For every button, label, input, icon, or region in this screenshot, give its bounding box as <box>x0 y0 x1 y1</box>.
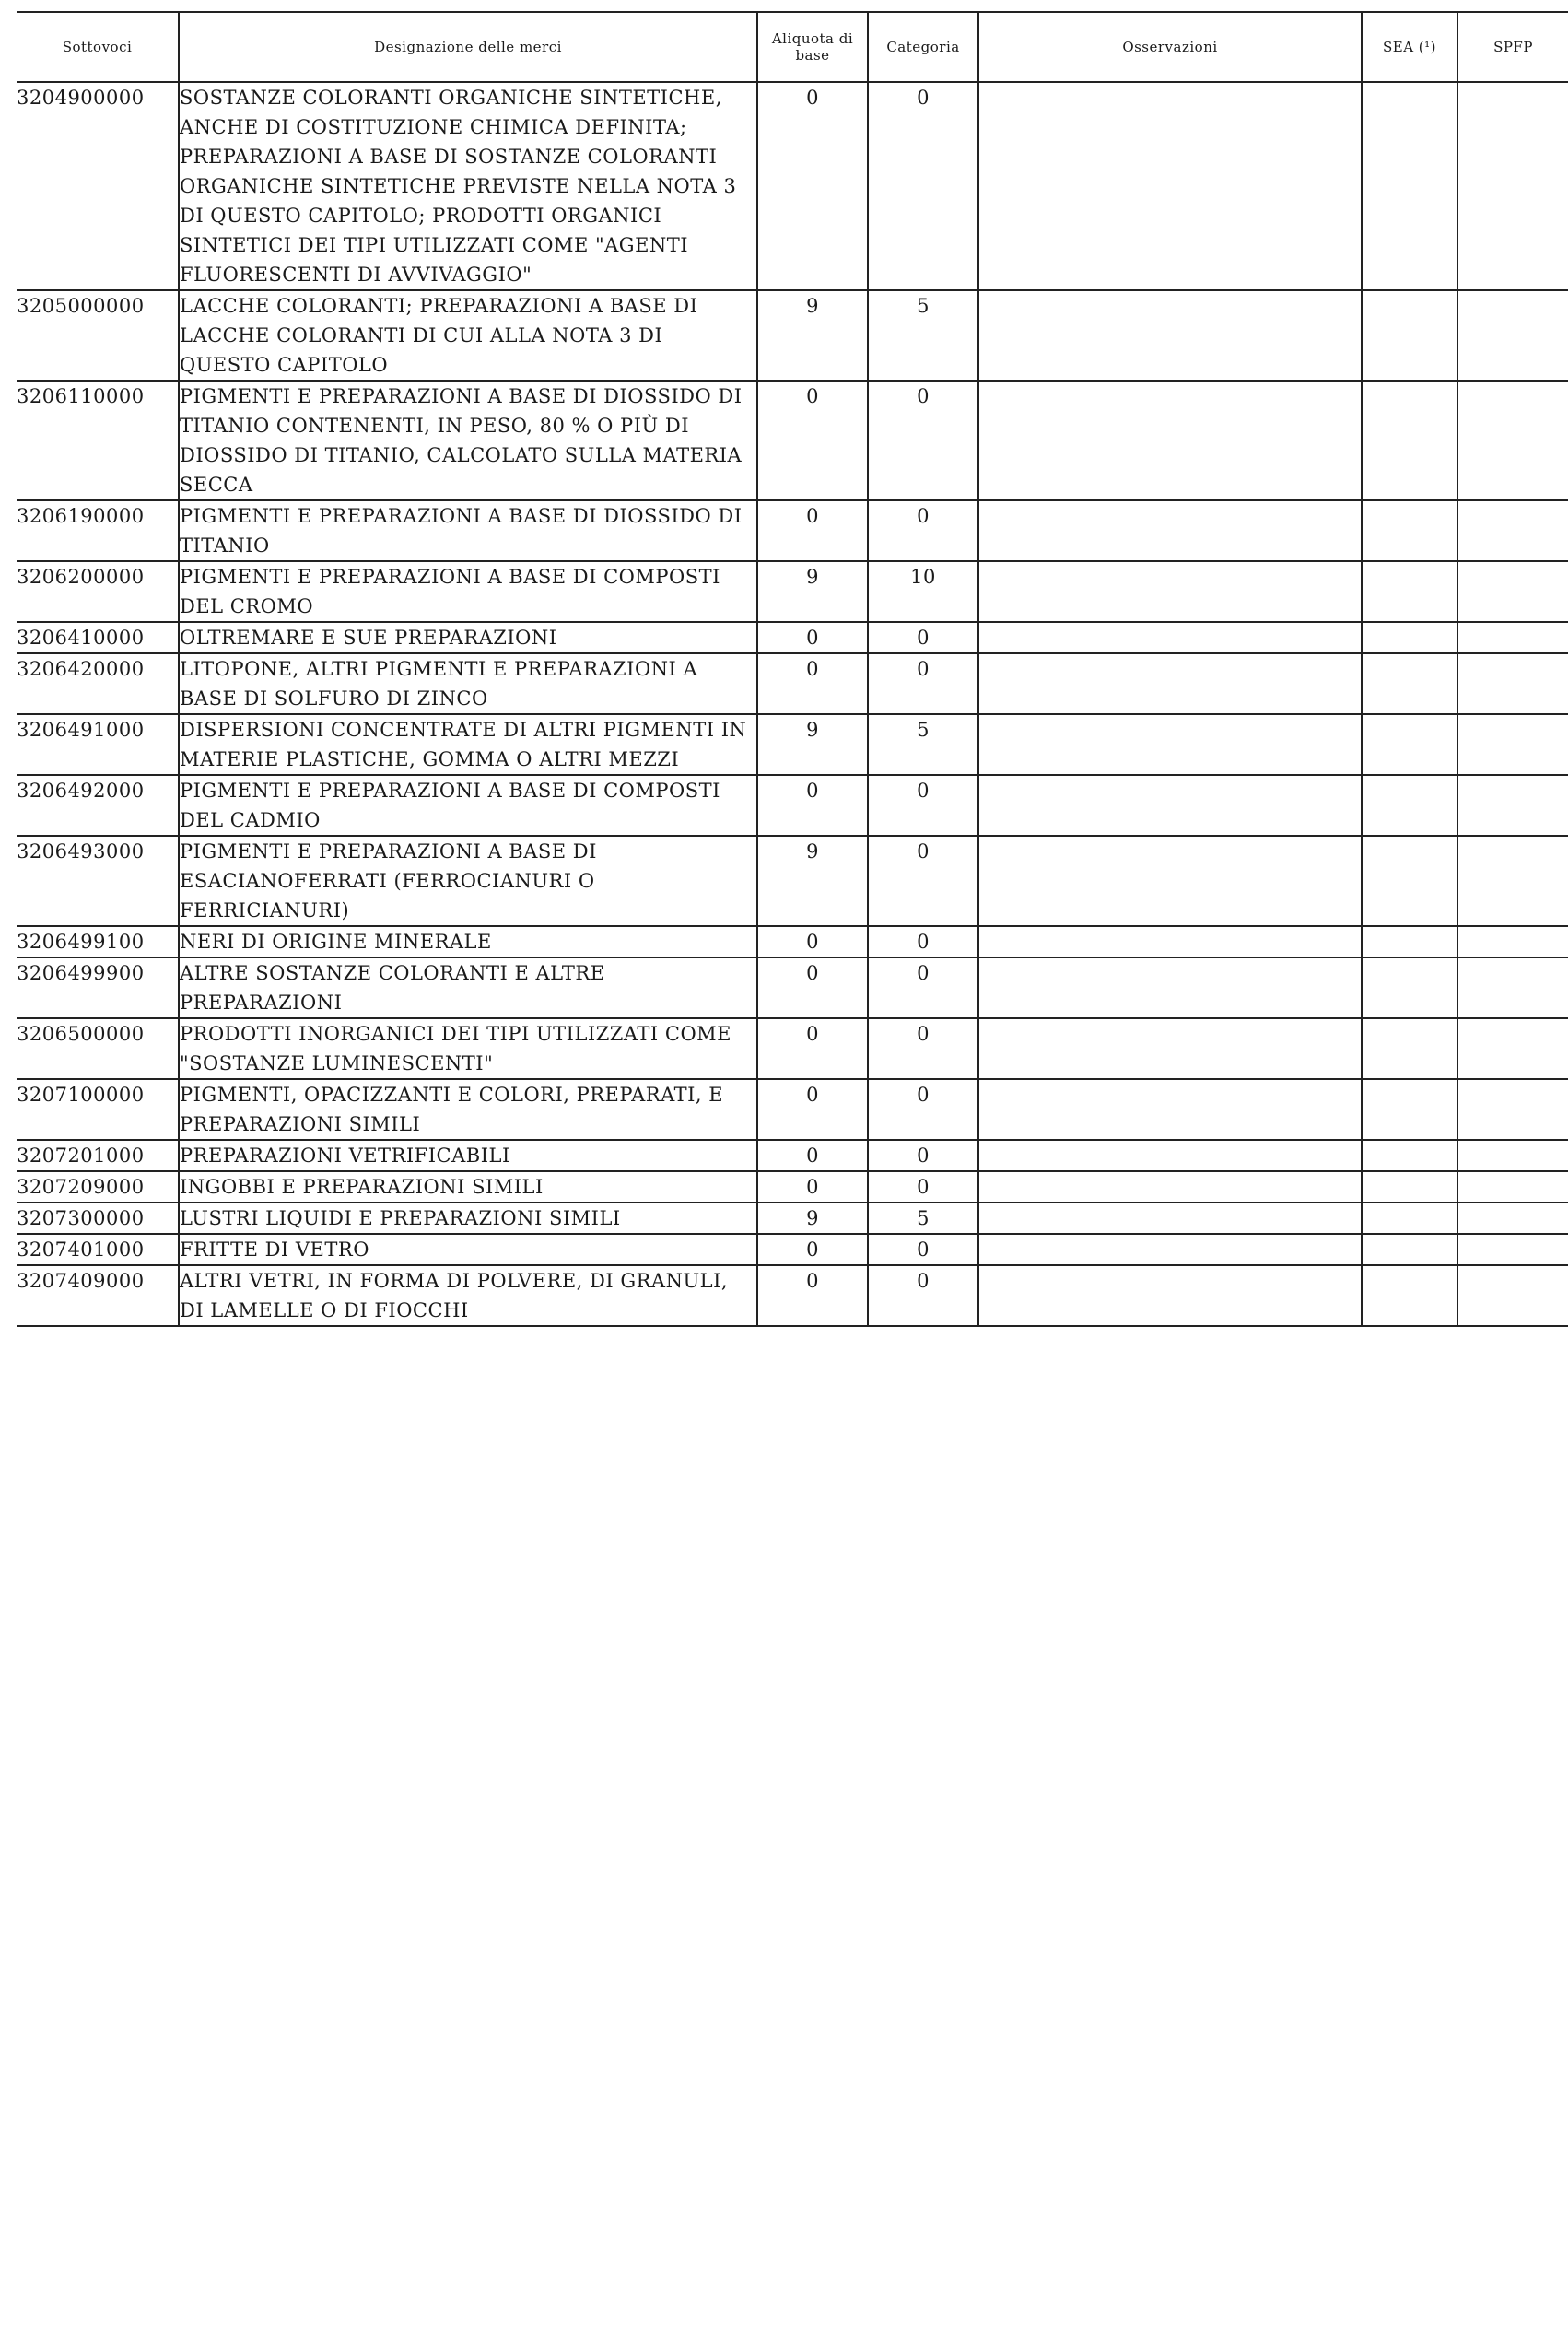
row-description: PIGMENTI E PREPARAZIONI A BASE DI COMPOSTI DEL CADMIO <box>179 775 757 836</box>
row-description: OLTREMARE E SUE PREPARAZIONI <box>179 622 757 653</box>
header-spfp: SPFP <box>1457 12 1568 82</box>
table-row <box>17 1140 1568 1171</box>
row-description: ALTRI VETRI, IN FORMA DI POLVERE, DI GRANULI, DI LAMELLE O DI FIOCCHI <box>179 1265 757 1326</box>
row-sea <box>1362 1018 1457 1079</box>
table-row <box>17 561 1568 622</box>
row-categoria: 5 <box>868 1203 978 1234</box>
row-aliquota: 9 <box>757 561 868 622</box>
row-sea <box>1362 622 1457 653</box>
row-spfp <box>1457 290 1568 381</box>
row-osservazioni <box>978 714 1362 775</box>
row-sea <box>1362 561 1457 622</box>
row-osservazioni <box>978 1234 1362 1265</box>
row-description: LACCHE COLORANTI; PREPARAZIONI A BASE DI LACCHE COLORANTI DI CUI ALLA NOTA 3 DI QUESTO CAPITOLO <box>179 290 757 381</box>
row-osservazioni <box>978 1018 1362 1079</box>
row-spfp <box>1457 500 1568 561</box>
row-code: 3206190000 <box>17 500 179 561</box>
row-code: 3205000000 <box>17 290 179 381</box>
table-row <box>17 290 1568 381</box>
row-spfp <box>1457 1265 1568 1326</box>
row-categoria: 0 <box>868 82 978 290</box>
row-osservazioni <box>978 775 1362 836</box>
table-row <box>17 957 1568 1018</box>
row-categoria: 0 <box>868 1265 978 1326</box>
row-code: 3206499100 <box>17 926 179 957</box>
row-spfp <box>1457 1140 1568 1171</box>
row-categoria: 0 <box>868 1079 978 1140</box>
row-aliquota: 0 <box>757 653 868 714</box>
row-aliquota: 9 <box>757 290 868 381</box>
row-code: 3207209000 <box>17 1171 179 1203</box>
row-aliquota: 9 <box>757 1203 868 1234</box>
row-spfp <box>1457 836 1568 926</box>
row-code: 3206500000 <box>17 1018 179 1079</box>
row-osservazioni <box>978 561 1362 622</box>
table-row <box>17 836 1568 926</box>
row-sea <box>1362 1234 1457 1265</box>
row-osservazioni <box>978 836 1362 926</box>
row-sea <box>1362 500 1457 561</box>
header-sottovoci: Sottovoci <box>17 12 179 82</box>
row-osservazioni <box>978 500 1362 561</box>
row-code: 3206491000 <box>17 714 179 775</box>
row-sea <box>1362 653 1457 714</box>
row-categoria: 0 <box>868 622 978 653</box>
row-sea <box>1362 926 1457 957</box>
row-code: 3206110000 <box>17 381 179 500</box>
row-categoria: 5 <box>868 290 978 381</box>
row-spfp <box>1457 775 1568 836</box>
table-row <box>17 1265 1568 1326</box>
row-description: DISPERSIONI CONCENTRATE DI ALTRI PIGMENTI IN MATERIE PLASTICHE, GOMMA O ALTRI MEZZI <box>179 714 757 775</box>
row-aliquota: 0 <box>757 1171 868 1203</box>
row-aliquota: 0 <box>757 1265 868 1326</box>
row-sea <box>1362 1140 1457 1171</box>
row-osservazioni <box>978 290 1362 381</box>
row-categoria: 10 <box>868 561 978 622</box>
row-categoria: 0 <box>868 1018 978 1079</box>
row-code: 3207401000 <box>17 1234 179 1265</box>
row-code: 3207409000 <box>17 1265 179 1326</box>
table-row <box>17 1203 1568 1234</box>
table-row <box>17 500 1568 561</box>
row-sea <box>1362 775 1457 836</box>
row-description: PIGMENTI E PREPARAZIONI A BASE DI DIOSSIDO DI TITANIO CONTENENTI, IN PESO, 80 % O PIÙ DI DIOSSIDO DI TITANIO, CALCOLATO SULLA MATERIA SECCA <box>179 381 757 500</box>
row-aliquota: 0 <box>757 500 868 561</box>
row-sea <box>1362 290 1457 381</box>
row-aliquota: 9 <box>757 714 868 775</box>
tariff-table <box>17 11 1568 1327</box>
row-code: 3207100000 <box>17 1079 179 1140</box>
row-osservazioni <box>978 926 1362 957</box>
row-spfp <box>1457 957 1568 1018</box>
row-spfp <box>1457 653 1568 714</box>
row-aliquota: 0 <box>757 775 868 836</box>
row-osservazioni <box>978 82 1362 290</box>
row-code: 3206200000 <box>17 561 179 622</box>
row-osservazioni <box>978 1079 1362 1140</box>
row-categoria: 0 <box>868 1234 978 1265</box>
row-description: LUSTRI LIQUIDI E PREPARAZIONI SIMILI <box>179 1203 757 1234</box>
row-spfp <box>1457 622 1568 653</box>
row-aliquota: 0 <box>757 926 868 957</box>
row-categoria: 0 <box>868 957 978 1018</box>
table-row <box>17 1079 1568 1140</box>
row-spfp <box>1457 1018 1568 1079</box>
row-aliquota: 0 <box>757 82 868 290</box>
header-designazione: Designazione delle merci <box>179 12 757 82</box>
row-categoria: 0 <box>868 1171 978 1203</box>
row-sea <box>1362 1203 1457 1234</box>
row-code: 3206499900 <box>17 957 179 1018</box>
row-sea <box>1362 836 1457 926</box>
row-categoria: 0 <box>868 500 978 561</box>
row-spfp <box>1457 1079 1568 1140</box>
row-spfp <box>1457 82 1568 290</box>
header-categoria: Categoria <box>868 12 978 82</box>
row-description: PREPARAZIONI VETRIFICABILI <box>179 1140 757 1171</box>
row-spfp <box>1457 1234 1568 1265</box>
row-spfp <box>1457 381 1568 500</box>
row-description: LITOPONE, ALTRI PIGMENTI E PREPARAZIONI A BASE DI SOLFURO DI ZINCO <box>179 653 757 714</box>
row-description: INGOBBI E PREPARAZIONI SIMILI <box>179 1171 757 1203</box>
row-spfp <box>1457 1203 1568 1234</box>
row-code: 3206410000 <box>17 622 179 653</box>
row-description: PRODOTTI INORGANICI DEI TIPI UTILIZZATI COME "SOSTANZE LUMINESCENTI" <box>179 1018 757 1079</box>
row-code: 3204900000 <box>17 82 179 290</box>
table-row <box>17 1234 1568 1265</box>
row-osservazioni <box>978 1140 1362 1171</box>
tariff-document <box>17 11 1568 1327</box>
header-sea: SEA (¹) <box>1362 12 1457 82</box>
row-aliquota: 0 <box>757 622 868 653</box>
table-row <box>17 82 1568 290</box>
row-categoria: 0 <box>868 653 978 714</box>
row-sea <box>1362 1171 1457 1203</box>
row-description: ALTRE SOSTANZE COLORANTI E ALTRE PREPARAZIONI <box>179 957 757 1018</box>
row-code: 3207300000 <box>17 1203 179 1234</box>
row-spfp <box>1457 714 1568 775</box>
row-spfp <box>1457 926 1568 957</box>
row-aliquota: 0 <box>757 957 868 1018</box>
row-code: 3207201000 <box>17 1140 179 1171</box>
row-sea <box>1362 957 1457 1018</box>
row-osservazioni <box>978 957 1362 1018</box>
header-aliquota: Aliquota di base <box>757 12 868 82</box>
row-osservazioni <box>978 381 1362 500</box>
row-description: PIGMENTI, OPACIZZANTI E COLORI, PREPARATI, E PREPARAZIONI SIMILI <box>179 1079 757 1140</box>
row-sea <box>1362 82 1457 290</box>
row-description: NERI DI ORIGINE MINERALE <box>179 926 757 957</box>
row-description: PIGMENTI E PREPARAZIONI A BASE DI COMPOSTI DEL CROMO <box>179 561 757 622</box>
row-aliquota: 9 <box>757 836 868 926</box>
row-osservazioni <box>978 622 1362 653</box>
row-sea <box>1362 1265 1457 1326</box>
row-code: 3206420000 <box>17 653 179 714</box>
header-row <box>17 12 1568 82</box>
table-row <box>17 1171 1568 1203</box>
row-description: SOSTANZE COLORANTI ORGANICHE SINTETICHE, ANCHE DI COSTITUZIONE CHIMICA DEFINITA; PREPARAZIONI A BASE DI SOSTANZE COLORANTI ORGANICHE SINTETICHE PREVISTE NELLA NOTA 3 DI QUESTO CAPITOLO; PRODOTTI ORGANICI SINTETICI DEI TIPI UTILIZZATI COME "AGENTI FLUORESCENTI DI AVVIVAGGIO" <box>179 82 757 290</box>
row-aliquota: 0 <box>757 1140 868 1171</box>
row-osservazioni <box>978 1203 1362 1234</box>
row-categoria: 0 <box>868 836 978 926</box>
table-row <box>17 381 1568 500</box>
header-osservazioni: Osservazioni <box>978 12 1362 82</box>
row-code: 3206492000 <box>17 775 179 836</box>
row-categoria: 0 <box>868 381 978 500</box>
row-osservazioni <box>978 653 1362 714</box>
row-aliquota: 0 <box>757 381 868 500</box>
row-description: PIGMENTI E PREPARAZIONI A BASE DI DIOSSIDO DI TITANIO <box>179 500 757 561</box>
row-categoria: 5 <box>868 714 978 775</box>
table-row <box>17 926 1568 957</box>
row-categoria: 0 <box>868 775 978 836</box>
row-categoria: 0 <box>868 926 978 957</box>
table-row <box>17 714 1568 775</box>
table-row <box>17 622 1568 653</box>
table-row <box>17 775 1568 836</box>
row-code: 3206493000 <box>17 836 179 926</box>
row-aliquota: 0 <box>757 1234 868 1265</box>
row-sea <box>1362 1079 1457 1140</box>
row-osservazioni <box>978 1171 1362 1203</box>
table-row <box>17 653 1568 714</box>
row-aliquota: 0 <box>757 1079 868 1140</box>
row-description: PIGMENTI E PREPARAZIONI A BASE DI ESACIANOFERRATI (FERROCIANURI O FERRICIANURI) <box>179 836 757 926</box>
row-sea <box>1362 714 1457 775</box>
row-spfp <box>1457 561 1568 622</box>
row-aliquota: 0 <box>757 1018 868 1079</box>
row-spfp <box>1457 1171 1568 1203</box>
table-row <box>17 1018 1568 1079</box>
row-sea <box>1362 381 1457 500</box>
row-categoria: 0 <box>868 1140 978 1171</box>
row-osservazioni <box>978 1265 1362 1326</box>
row-description: FRITTE DI VETRO <box>179 1234 757 1265</box>
